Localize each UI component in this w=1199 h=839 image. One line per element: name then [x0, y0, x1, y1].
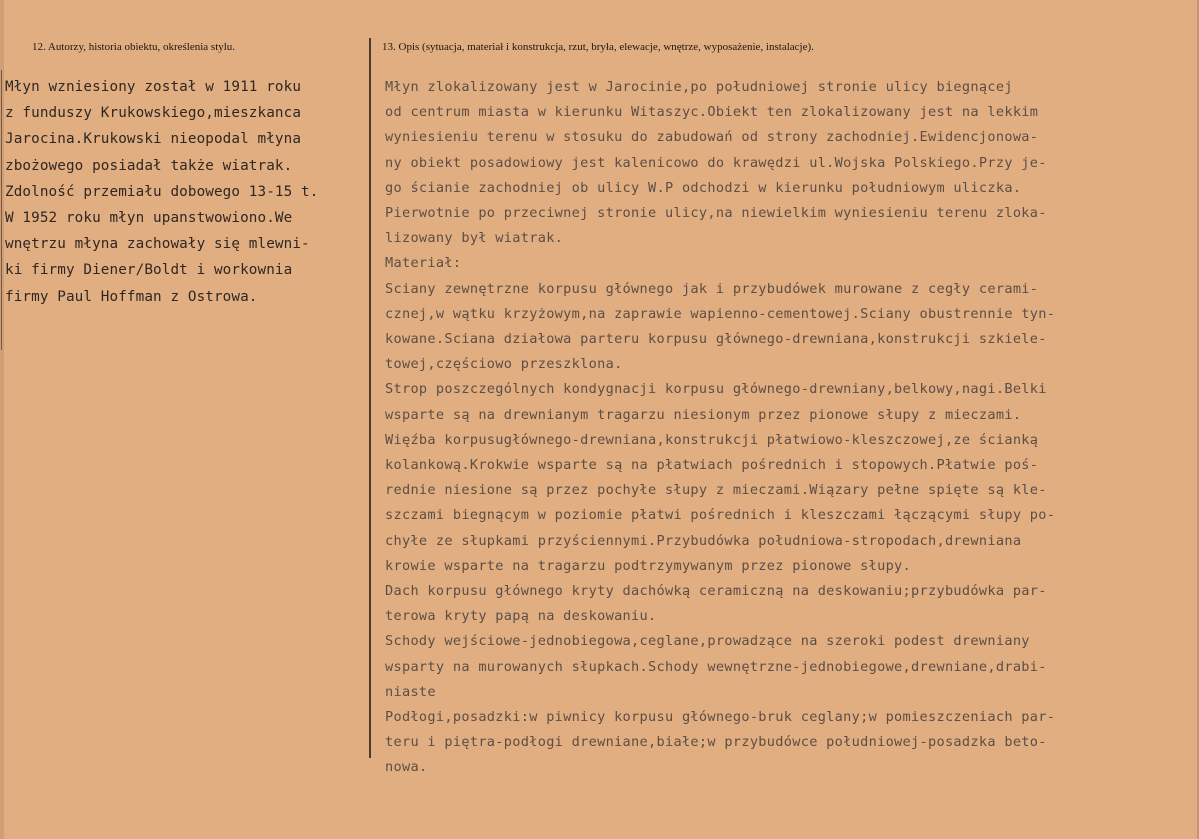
- history-line: zbożowego posiadał także wiatrak.: [5, 157, 293, 174]
- history-line: Jarocina.Krukowski nieopodal młyna: [5, 131, 302, 148]
- description-line: nowa.: [385, 759, 428, 776]
- description-line: kolankową.Krokwie wsparte są na płatwiach pośrednich i stopowych.Płatwie poś-: [385, 457, 1039, 474]
- description-line: Dach korpusu głównego kryty dachówką ceramiczną na deskowaniu;przybudówka par-: [385, 583, 1047, 600]
- history-line: firmy Paul Hoffman z Ostrowa.: [5, 288, 258, 305]
- description-line: krowie wsparte na tragarzu podtrzymywanym przez pionowe słupy.: [385, 557, 912, 574]
- left-edge-line: [1, 70, 2, 350]
- description-line: Pierwotnie po przeciwnej stronie ulicy,na niewielkim wyniesieniu terenu zloka-: [385, 205, 1047, 222]
- history-line: W 1952 roku młyn upanstwowiono.We: [5, 210, 293, 227]
- history-line: z funduszy Krukowskiego,mieszkanca: [5, 105, 302, 122]
- history-line: Młyn wzniesiony został w 1911 roku: [5, 79, 302, 95]
- description-line: wsparty na murowanych słupkach.Schody wewnętrzne-jednobiegowe,drewniane,drabi-: [385, 658, 1047, 675]
- history-line: Zdolność przemiału dobowego 13-15 t.: [5, 183, 319, 200]
- description-line: Młyn zlokalizowany jest w Jarocinie,po południowej stronie ulicy biegnącej: [385, 79, 1013, 95]
- section-12-header: 12. Autorzy, historia obiektu, określenia stylu.: [32, 41, 236, 53]
- description-line: go ścianie zachodniej ob ulicy W.P odchodzi w kierunku południowym uliczka.: [385, 179, 1022, 196]
- description-text-block: [385, 75, 1185, 781]
- description-line: lizowany był wiatrak.: [385, 230, 564, 247]
- description-line: Materiał:: [385, 255, 462, 272]
- section-13-header: 13. Opis (sytuacja, materiał i konstrukcja, rzut, bryła, elewacje, wnętrze, wyposażenie, instalacje).: [382, 41, 814, 53]
- description-line: cznej,w wątku krzyżowym,na zaprawie wapienno-cementowej.Sciany obustrennie tyn-: [385, 305, 1056, 322]
- column-divider: [369, 38, 371, 758]
- description-line: terowa kryty papą na deskowaniu.: [385, 608, 657, 625]
- history-line: ki firmy Diener/Boldt i workownia: [5, 262, 293, 279]
- description-line: teru i piętra-podłogi drewniane,białe;w przybudówce południowej-posadzka beto-: [385, 734, 1047, 751]
- history-line: wnętrzu młyna zachowały się mlewni-: [5, 236, 310, 253]
- description-line: Schody wejściowe-jednobiegowa,ceglane,prowadzące na szeroki podest drewniany: [385, 633, 1030, 650]
- description-line: szczami biegnącym w poziomie płatwi pośrednich i kleszczami łączącymi słupy po-: [385, 507, 1056, 524]
- description-line: ny obiekt posadowiowy jest kalenicowo do krawędzi ul.Wojska Polskiego.Przy je-: [385, 154, 1047, 171]
- description-line: towej,częściowo przeszklona.: [385, 356, 623, 373]
- description-line: niaste: [385, 683, 436, 700]
- description-line: kowane.Sciana działowa parteru korpusu głównego-drewniana,konstrukcji szkiele-: [385, 331, 1047, 348]
- description-line: chyłe ze słupkami przyściennymi.Przybudówka południowa-stropodach,drewniana: [385, 532, 1022, 549]
- description-line: Więźba korpusugłównego-drewniana,konstrukcji płatwiowo-kleszczowej,ze ścianką: [385, 431, 1039, 448]
- description-line: rednie niesione są przez pochyłe słupy z mieczami.Wiązary pełne spięte są kle-: [385, 482, 1047, 499]
- description-line: wsparte są na drewnianym tragarzu niesionym przez pionowe słupy z mieczami.: [385, 406, 1022, 423]
- description-line: Sciany zewnętrzne korpusu głównego jak i przybudówek murowane z cegły cerami-: [385, 280, 1039, 297]
- description-line: od centrum miasta w kierunku Witaszyc.Obiekt ten zlokalizowany jest na lekkim: [385, 104, 1039, 121]
- history-text-block: [5, 74, 367, 310]
- description-line: Strop poszczególnych kondygnacji korpusu głównego-drewniany,belkowy,nagi.Belki: [385, 381, 1047, 398]
- description-line: wyniesieniu terenu w stosuku do zabudowań od strony zachodniej.Ewidencjonowa-: [385, 129, 1039, 146]
- description-line: Podłogi,posadzki:w piwnicy korpusu głównego-bruk ceglany;w pomieszczeniach par-: [385, 709, 1056, 726]
